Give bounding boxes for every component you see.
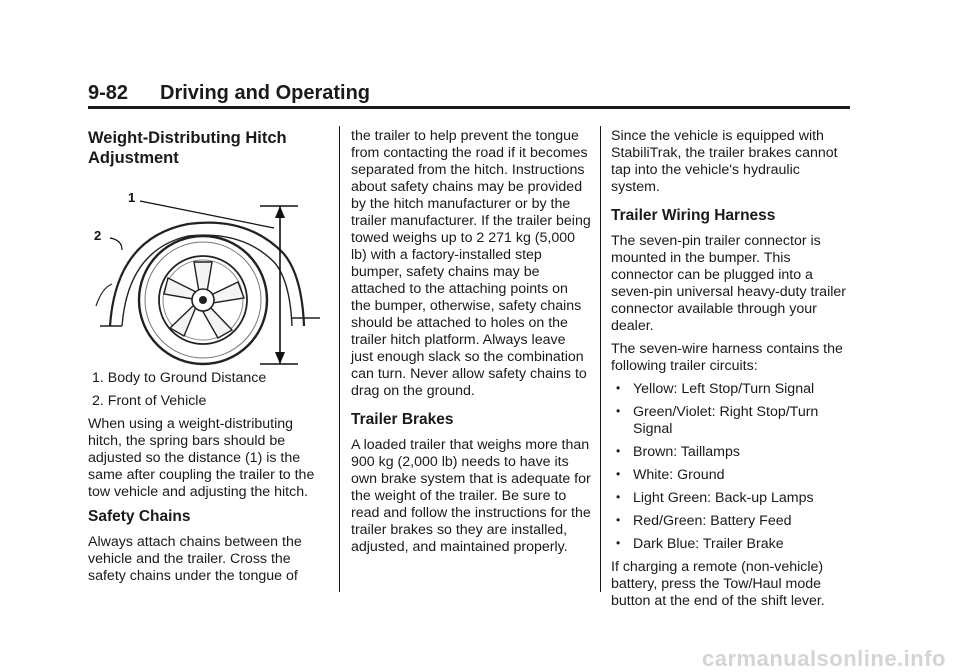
- bullet-icon: •: [616, 381, 621, 395]
- section-heading-wiring-harness: Trailer Wiring Harness: [611, 207, 776, 224]
- body-paragraph: If charging a remote (non-vehicle) battery, press the Tow/Haul mode button at the end of the shift lever.: [611, 559, 825, 609]
- wheel-illustration: [88, 176, 328, 366]
- bullet-icon: •: [616, 444, 621, 458]
- page-title: Driving and Operating: [160, 82, 371, 104]
- column-1: [88, 128, 328, 591]
- callout-label-2: 2: [94, 228, 102, 243]
- section-heading-trailer-brakes: Trailer Brakes: [351, 411, 454, 428]
- figure-legend: [88, 370, 328, 410]
- body-paragraph: When using a weight-distributing hitch, the spring bars should be adjusted so the distance (1) is the same after coupling the trailer to the tow vehicle and adjusting the hitch.: [88, 416, 315, 500]
- bullet-icon: •: [616, 536, 621, 550]
- list-item: • Red/Green: Battery Feed: [616, 513, 792, 529]
- page-number: 9-82: [88, 82, 129, 104]
- list-item: • Brown: Taillamps: [616, 444, 740, 460]
- list-item: • Yellow: Left Stop/Turn Signal: [616, 381, 815, 397]
- callout-label-1: 1: [128, 190, 136, 205]
- watermark: carmanualsonline.info: [702, 646, 946, 671]
- column-2: [351, 128, 591, 562]
- bullet-icon: •: [616, 513, 621, 527]
- body-paragraph: A loaded trailer that weighs more than 900 kg (2,000 lb) needs to have its own brake system that is adequate for the weight of the trailer. Be sure to read and follow the instructions for the trailer brakes so they are installed, adjusted, and maintained properly.: [351, 437, 591, 555]
- column-3: [611, 128, 851, 616]
- wheel-figure: [88, 176, 328, 366]
- circuit-list: [611, 381, 851, 553]
- column-divider: [600, 126, 601, 592]
- body-paragraph: The seven-pin trailer connector is mounted in the bumper. This connector can be plugged into a seven-pin universal heavy-duty trailer connector available through your dealer.: [611, 233, 846, 334]
- list-item: • Green/Violet: Right Stop/Turn Signal: [616, 404, 819, 437]
- bullet-icon: •: [616, 404, 621, 418]
- body-paragraph: Since the vehicle is equipped with StabiliTrak, the trailer brakes cannot tap into the vehicle's hydraulic system.: [611, 128, 838, 195]
- body-paragraph: The seven-wire harness contains the following trailer circuits:: [611, 341, 843, 374]
- section-heading-hitch-adjustment: Weight-Distributing Hitch Adjustment: [88, 129, 287, 167]
- bullet-icon: •: [616, 467, 621, 481]
- legend-item: 2. Front of Vehicle: [92, 393, 207, 409]
- legend-item: 1. Body to Ground Distance: [92, 370, 267, 386]
- page-header: [88, 80, 850, 109]
- column-divider: [339, 126, 340, 592]
- section-heading-safety-chains: Safety Chains: [88, 508, 191, 525]
- body-paragraph: the trailer to help prevent the tongue from contacting the road if it becomes separated from the hitch. Instructions about safety chains may be provided by the hitch manufacturer or by the trailer manufacturer. If the trailer being towed weighs up to 2 271 kg (5,000 lb) with a factory-installed step bumper, safety chains may be attached to the attaching points on the bumper, otherwise, safety chains should be attached to holes on the trailer hitch platform. Always leave just enough slack so the combination can turn. Never allow safety chains to drag on the ground.: [351, 128, 591, 399]
- list-item: • Dark Blue: Trailer Brake: [616, 536, 784, 552]
- list-item: • Light Green: Back-up Lamps: [616, 490, 814, 506]
- list-item: • White: Ground: [616, 467, 725, 483]
- body-paragraph: Always attach chains between the vehicle and the trailer. Cross the safety chains under the tongue of: [88, 534, 302, 584]
- bullet-icon: •: [616, 490, 621, 504]
